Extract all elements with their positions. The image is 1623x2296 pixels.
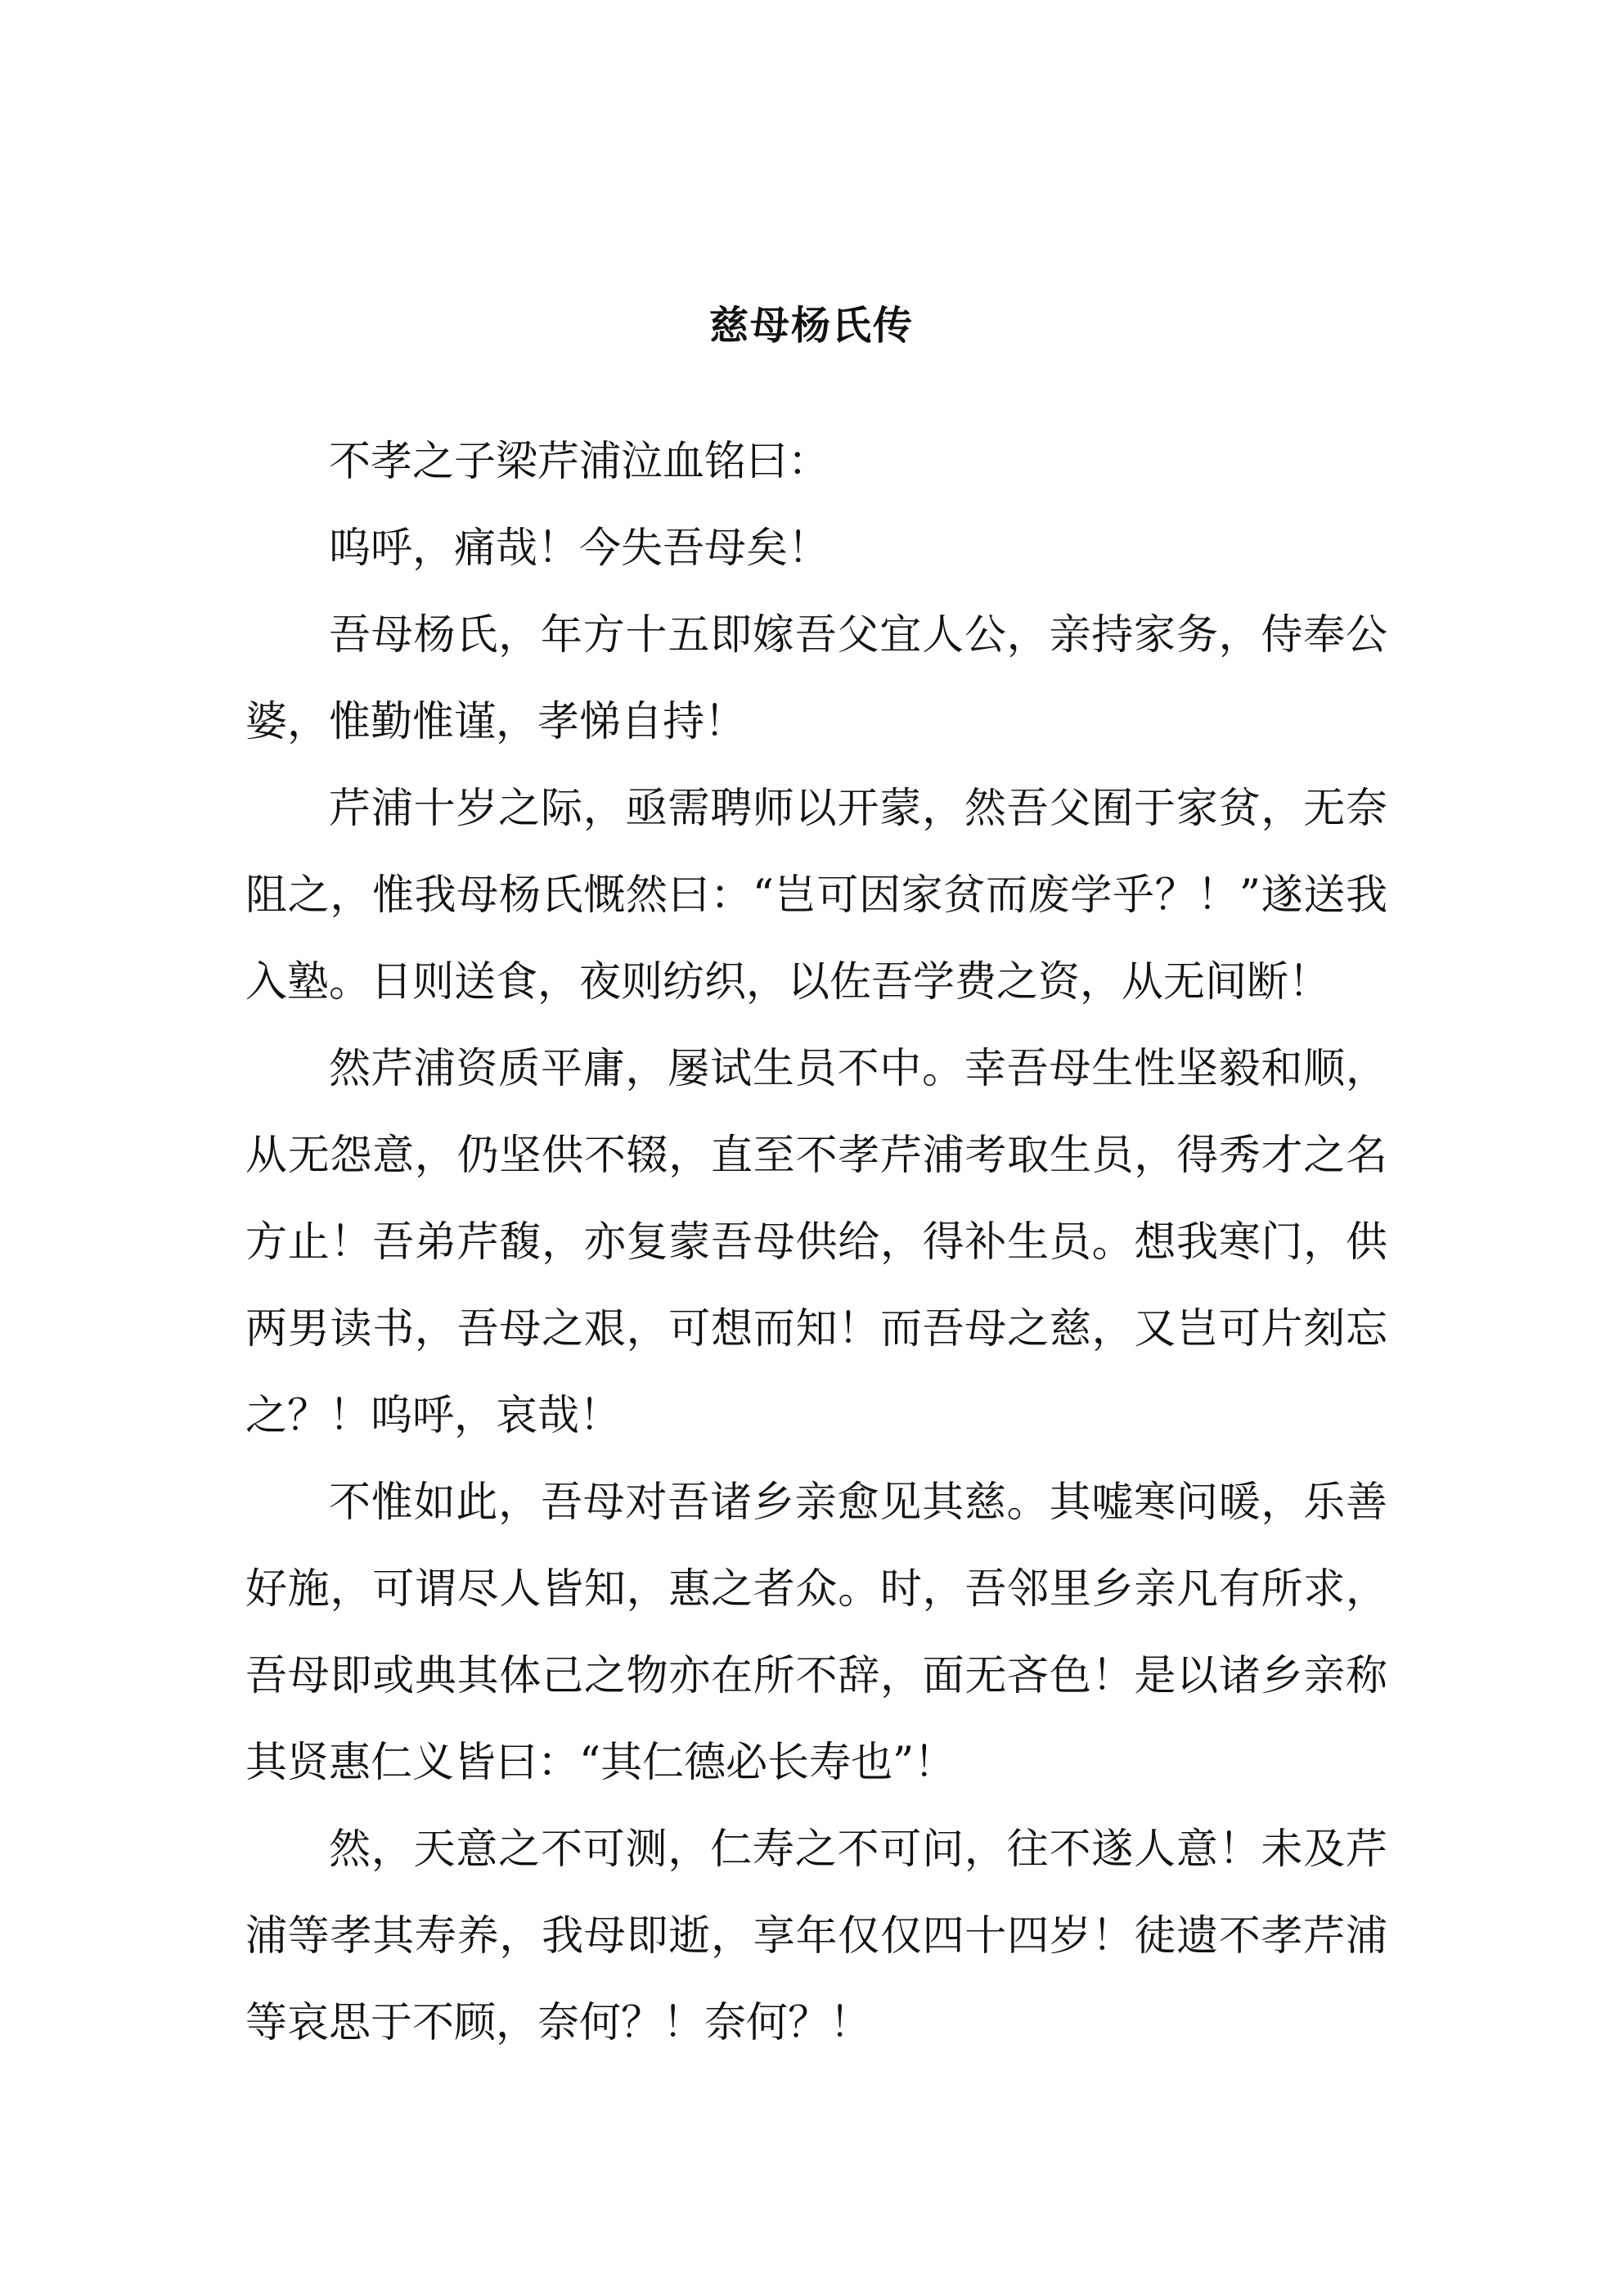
document-body xyxy=(245,419,1387,2067)
paragraph: 然芹浦资质平庸，屡试生员不中。幸吾母生性坚毅和顺，从无怨意，仍坚供不辍，直至不孝芹浦考取生员，得秀才之名方止！吾弟芹馥，亦复蒙吾母供给，得补生员。想我寒门，供两男读书，吾母之艰，可想而知！而吾母之慈，又岂可片刻忘之？！呜呼，哀哉！ xyxy=(245,1045,1387,1440)
paragraph: 然，天意之不可测，仁寿之不可问，往不遂人意！未及芹浦等孝其寿养，我母即逝，享年仅仅四十四岁！徒遗不孝芹浦等哀思于不顾，奈何？！奈何？！ xyxy=(245,1826,1387,2047)
paragraph: 不惟如此，吾母对吾诸乡亲愈见其慈。其嘘寒问暖，乐善好施，可谓尽人皆知，惠之者众。时，吾邻里乡亲凡有所求，吾母即或典其体己之物亦在所不辞，面无吝色！是以诸乡亲称其贤惠仁义皆曰：“其仁德必长寿也”！ xyxy=(245,1479,1387,1787)
paragraph: 芹浦十岁之际，亟需聘师以开蒙，然吾父囿于家贫，无奈阻之，惟我母杨氏慨然曰：“岂可因家贫而废学乎？！”遂送我入塾。日则送食，夜则纺织，以佐吾学费之资，从无间断！ xyxy=(245,785,1387,1006)
paragraph: 不孝之子梁芹浦泣血铭曰： xyxy=(329,438,830,486)
paragraph: 呜呼，痛哉！今失吾母矣！ xyxy=(329,524,830,573)
document-title: 慈母杨氏传 xyxy=(708,303,914,349)
paragraph: 吾母杨氏，年方十五即嫁吾父宜人公，亲持家务，侍奉公婆，惟勤惟谨，孝悌自持！ xyxy=(245,611,1387,746)
